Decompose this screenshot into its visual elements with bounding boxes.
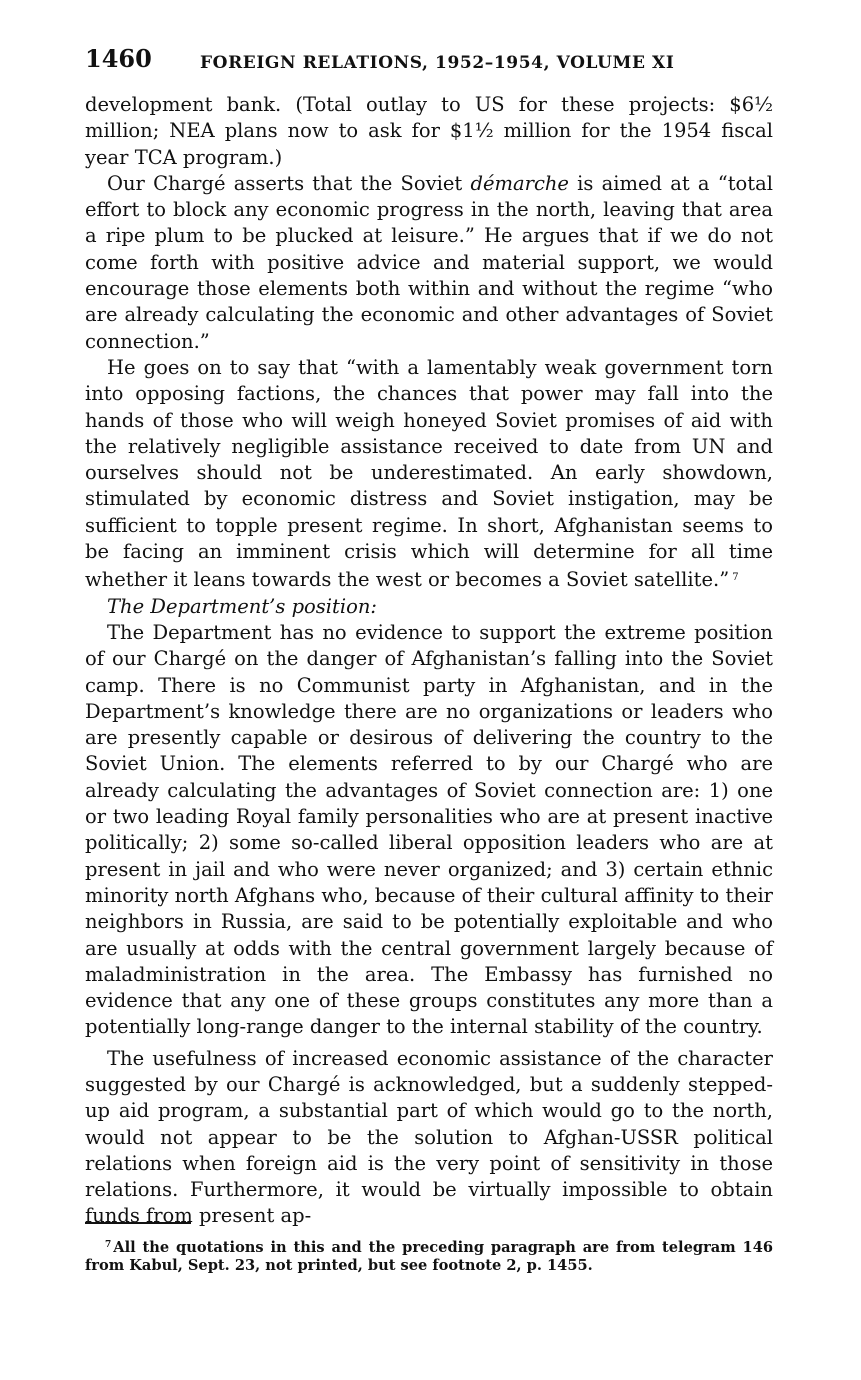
running-head: FOREIGN RELATIONS, 1952–1954, VOLUME XI bbox=[200, 53, 675, 73]
footnote-reference[interactable]: 7 bbox=[732, 572, 739, 584]
body-text bbox=[85, 92, 773, 1230]
footnote-marker: 7 bbox=[105, 1240, 112, 1250]
emphasis-demarche: démarche bbox=[470, 171, 569, 195]
paragraph-text: Our Chargé asserts that the Soviet bbox=[107, 171, 471, 195]
page-number: 1460 bbox=[85, 44, 152, 73]
page-header bbox=[85, 44, 785, 80]
paragraph-usefulness: The usefulness of increased economic assistance of the character suggested by our Chargé is acknowledged, but a suddenly stepped-up aid program, a substantial part of which would go to the north, would not appear to be the solution to Afghan-USSR political relations when foreign aid is the very point of sensitivity in those relations. Furthermore, it would be virtually impossible to obtain funds from present ap- bbox=[85, 1046, 773, 1228]
paragraph-text: He goes on to say that “with a lamentably weak government torn into opposing factions, the chances that power may fall into the hands of those who will weigh honeyed Soviet promises of aid with the relatively negligible assistance received to date from UN and ourselves should not be underestimated. An early showdown, stimulated by economic distress and Soviet instigation, may be sufficient to topple present regime. In short, Afghanistan seems to be facing an imminent crisis which will determine for all time whether it leans towards the west or becomes a Soviet satellite.” bbox=[85, 355, 773, 592]
section-heading: The Department’s position: bbox=[107, 594, 377, 618]
paragraph-he-goes-on bbox=[85, 355, 773, 594]
paragraph-text: is aimed at a “total effort to block any economic progress in the north, leaving that area a ripe plum to be plucked at leisure.” He argues that if we do not come forth with positive advice and material support, we would encourage those elements both within and without the regime “who are already calculating the economic and other advantages of Soviet connection.” bbox=[85, 171, 773, 353]
footnote bbox=[85, 1236, 773, 1275]
paragraph-department-position: The Department has no evidence to support the extreme position of our Chargé on the danger of Afghanistan’s falling into the Soviet camp. There is no Communist party in Afghanistan, and in the Department’s knowledge there are no organizations or leaders who are presently capable or desirous of delivering the country to the Soviet Union. The elements referred to by our Chargé who are already calculating the advantages of Soviet connection are: 1) one or two leading Royal family personalities who are at present inactive politically; 2) some so-called liberal opposition leaders who are at present in jail and who were never organized; and 3) certain ethnic minority north Afghans who, because of their cultural affinity to their neighbors in Russia, are said to be potentially exploitable and who are usually at odds with the central government largely because of maladministration in the area. The Embassy has furnished no evidence that any one of these groups constitutes any more than a potentially long-range danger to the internal stability of the country. bbox=[85, 620, 773, 1039]
footnote-divider bbox=[85, 1222, 191, 1224]
paragraph-continued: development bank. (Total outlay to US for these projects: $6½ million; NEA plans now to ask for $1½ million for the 1954 fiscal year TCA program.) bbox=[85, 93, 773, 169]
paragraph-charge-asserts bbox=[85, 171, 773, 355]
footnote-text: All the quotations in this and the preceding paragraph are from telegram 146 from Kabul, Sept. 23, not printed, but see footnote 2, p. 1455. bbox=[85, 1239, 773, 1274]
